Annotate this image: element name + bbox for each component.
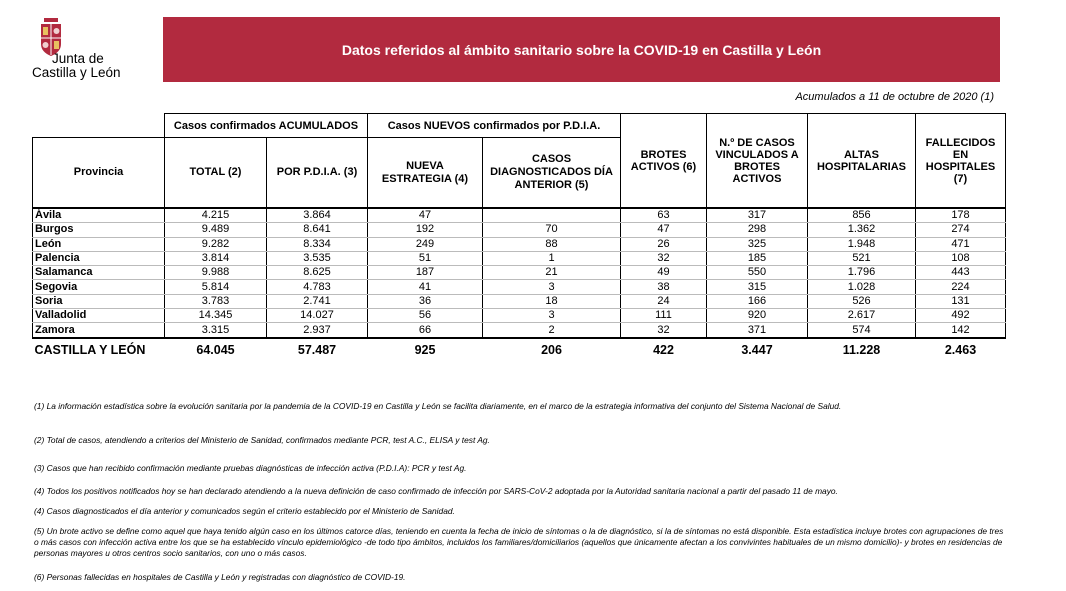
cell-vinculados: 325	[707, 237, 808, 251]
table-row	[33, 309, 1006, 323]
footnote: (4) Casos diagnosticados el día anterior y comunicados según el criterio establecido por el Ministerio de Sanidad.	[34, 506, 455, 516]
cell-diag: 1	[483, 251, 621, 265]
footnote: (5) Un brote activo se define como aquel que haya tenido algún caso en los últimos catorce días, teniendo en cuenta la fecha de inicio de síntomas o la de diagnóstico, si la de síntomas no está disponible. Esta estadística incluye brotes con agrupaciones de tres o más casos con infección activa entre los que se ha establecido vínculo epidemiológico -de todo tipo ámbitos, incluidos los familiares/domiciliarios (aquellos que únicamente afectan a los convivintes habituales de un mismo domicilio)- y brotes en residencias de personas mayores u otros centros socio sanitarios, con uno o más casos.	[34, 526, 1004, 558]
cell-vinculados: 315	[707, 280, 808, 294]
cell-brotes: 32	[621, 323, 707, 338]
cell-diag: 2	[483, 323, 621, 338]
cell-nueva: 66	[368, 323, 483, 338]
cell-provincia: Zamora	[33, 323, 165, 338]
cell-vinculados: 185	[707, 251, 808, 265]
cell-vinculados: 920	[707, 309, 808, 323]
cell-provincia: Salamanca	[33, 266, 165, 280]
cell-fallecidos: 142	[916, 323, 1006, 338]
cell-nueva: 249	[368, 237, 483, 251]
table-row	[33, 237, 1006, 251]
table-row	[33, 323, 1006, 338]
cell-brotes: 63	[621, 208, 707, 223]
cell-total: 4.215	[165, 208, 267, 223]
cell-brotes: 111	[621, 309, 707, 323]
cell-fallecidos: 131	[916, 294, 1006, 308]
cell-fallecidos: 492	[916, 309, 1006, 323]
footnote: (3) Casos que han recibido confirmación mediante pruebas diagnósticas de infección activa (P.D.I.A): PCR y test Ag.	[34, 463, 467, 473]
cell-fallecidos: 274	[916, 223, 1006, 237]
table-row	[33, 251, 1006, 265]
cell-diag	[483, 208, 621, 223]
footnote: (6) Personas fallecidas en hospitales de Castilla y León y registradas con diagnóstico de COVID-19.	[34, 572, 406, 582]
footnote: (4) Todos los positivos notificados hoy se han declarado atendiendo a la nueva definición de caso confirmado de infección por SARS-CoV-2 adoptada por la Autoridad sanitaria nacional a partir del pasado 11 de mayo.	[34, 486, 838, 496]
col-header-nueva: NUEVA ESTRATEGIA (4)	[368, 138, 483, 209]
page-title-banner	[163, 17, 1000, 82]
total-brotes: 422	[621, 338, 707, 361]
cell-vinculados: 550	[707, 266, 808, 280]
cell-altas: 1.948	[808, 237, 916, 251]
col-header-vinculados: N.º DE CASOS VINCULADOS A BROTES ACTIVOS	[707, 114, 808, 209]
col-header-pdia: POR P.D.I.A. (3)	[267, 138, 368, 209]
logo-line-1: Junta de	[52, 51, 104, 66]
cell-provincia: Palencia	[33, 251, 165, 265]
cell-nueva: 41	[368, 280, 483, 294]
total-provincia: CASTILLA Y LEÓN	[33, 338, 165, 361]
col-header-brotes: BROTES ACTIVOS (6)	[621, 114, 707, 209]
date-note: Acumulados a 11 de octubre de 2020 (1)	[795, 91, 994, 103]
total-diag: 206	[483, 338, 621, 361]
cell-total: 3.315	[165, 323, 267, 338]
cell-nueva: 36	[368, 294, 483, 308]
cell-brotes: 32	[621, 251, 707, 265]
total-row	[33, 338, 1006, 361]
cell-provincia: Valladolid	[33, 309, 165, 323]
total-altas: 11.228	[808, 338, 916, 361]
cell-total: 5.814	[165, 280, 267, 294]
cell-fallecidos: 108	[916, 251, 1006, 265]
cell-fallecidos: 224	[916, 280, 1006, 294]
footnote: (2) Total de casos, atendiendo a criterios del Ministerio de Sanidad, confirmados mediante PCR, test A.C., ELISA y test Ag.	[34, 435, 490, 445]
cell-total: 3.783	[165, 294, 267, 308]
cell-vinculados: 317	[707, 208, 808, 223]
cell-pdia: 3.864	[267, 208, 368, 223]
logo-line-2: Castilla y León	[32, 65, 121, 80]
col-header-diag: CASOS DIAGNOSTICADOS DÍA ANTERIOR (5)	[483, 138, 621, 209]
group-header-acumulados: Casos confirmados ACUMULADOS	[165, 114, 368, 138]
cell-provincia: León	[33, 237, 165, 251]
covid-data-table	[32, 113, 1006, 361]
table-row	[33, 266, 1006, 280]
cell-vinculados: 166	[707, 294, 808, 308]
cell-pdia: 2.741	[267, 294, 368, 308]
table-row	[33, 280, 1006, 294]
page-title: Datos referidos al ámbito sanitario sobre la COVID-19 en Castilla y León	[341, 41, 822, 58]
cell-brotes: 24	[621, 294, 707, 308]
cell-total: 9.489	[165, 223, 267, 237]
table-row	[33, 208, 1006, 223]
cell-diag: 3	[483, 309, 621, 323]
total-vinculados: 3.447	[707, 338, 808, 361]
cell-vinculados: 371	[707, 323, 808, 338]
cell-fallecidos: 178	[916, 208, 1006, 223]
col-header-altas: ALTAS HOSPITALARIAS	[808, 114, 916, 209]
cell-altas: 1.362	[808, 223, 916, 237]
cell-altas: 1.796	[808, 266, 916, 280]
col-header-fallecidos: FALLECIDOS EN HOSPITALES (7)	[916, 114, 1006, 209]
total-pdia: 57.487	[267, 338, 368, 361]
table-row	[33, 294, 1006, 308]
cell-nueva: 51	[368, 251, 483, 265]
cell-fallecidos: 443	[916, 266, 1006, 280]
cell-diag: 88	[483, 237, 621, 251]
cell-altas: 2.617	[808, 309, 916, 323]
cell-pdia: 8.625	[267, 266, 368, 280]
cell-vinculados: 298	[707, 223, 808, 237]
cell-pdia: 8.334	[267, 237, 368, 251]
cell-altas: 574	[808, 323, 916, 338]
junta-logo	[30, 18, 140, 80]
total-nueva: 925	[368, 338, 483, 361]
group-header-nuevos: Casos NUEVOS confirmados por P.D.I.A.	[368, 114, 621, 138]
cell-altas: 856	[808, 208, 916, 223]
cell-nueva: 192	[368, 223, 483, 237]
cell-provincia: Ávila	[33, 208, 165, 223]
cell-provincia: Burgos	[33, 223, 165, 237]
cell-total: 14.345	[165, 309, 267, 323]
cell-pdia: 8.641	[267, 223, 368, 237]
cell-nueva: 47	[368, 208, 483, 223]
cell-provincia: Segovia	[33, 280, 165, 294]
cell-altas: 521	[808, 251, 916, 265]
total-total: 64.045	[165, 338, 267, 361]
cell-pdia: 2.937	[267, 323, 368, 338]
col-header-total: TOTAL (2)	[165, 138, 267, 209]
cell-diag: 21	[483, 266, 621, 280]
table-row	[33, 223, 1006, 237]
cell-total: 3.814	[165, 251, 267, 265]
cell-brotes: 49	[621, 266, 707, 280]
cell-nueva: 187	[368, 266, 483, 280]
cell-pdia: 14.027	[267, 309, 368, 323]
cell-diag: 3	[483, 280, 621, 294]
cell-brotes: 38	[621, 280, 707, 294]
cell-brotes: 26	[621, 237, 707, 251]
col-header-provincia: Provincia	[33, 138, 165, 209]
total-fallecidos: 2.463	[916, 338, 1006, 361]
cell-altas: 526	[808, 294, 916, 308]
cell-provincia: Soria	[33, 294, 165, 308]
footnote: (1) La información estadística sobre la evolución sanitaria por la pandemia de la COVID-19 en Castilla y León se facilita diariamente, en el marco de la estrategia informativa del conjunto del Sistema Nacional de Salud.	[34, 401, 842, 411]
cell-nueva: 56	[368, 309, 483, 323]
cell-pdia: 3.535	[267, 251, 368, 265]
cell-diag: 70	[483, 223, 621, 237]
cell-brotes: 47	[621, 223, 707, 237]
cell-total: 9.282	[165, 237, 267, 251]
cell-pdia: 4.783	[267, 280, 368, 294]
cell-fallecidos: 471	[916, 237, 1006, 251]
cell-diag: 18	[483, 294, 621, 308]
cell-total: 9.988	[165, 266, 267, 280]
cell-altas: 1.028	[808, 280, 916, 294]
